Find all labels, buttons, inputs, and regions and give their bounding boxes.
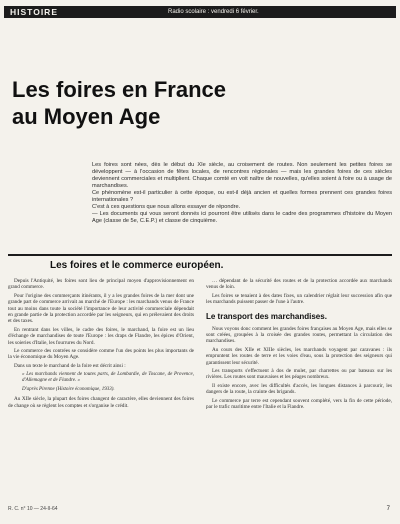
body-paragraph: Au cours des XIIe et XIIIe siècles, les marchands voyagent par caravanes : ils empruntent les routes de terre et les voies d'eau, sous la protection des seigneurs qui garantissent leur sécurité. bbox=[206, 346, 392, 366]
body-paragraph: Le commerce par terre est cependant souvent complété, vers la fin de cette période, par le trafic maritime entre l'Italie et la Flandre. bbox=[206, 397, 392, 411]
section-header-band bbox=[4, 6, 396, 18]
intro-text bbox=[92, 162, 392, 225]
body-paragraph: Le commerce des contrées se considère comme l'un des points les plus importants de la vie économique du Moyen Age. bbox=[8, 348, 194, 361]
section-divider bbox=[8, 254, 392, 256]
body-paragraph: Pour l'origine des commerçants itinérants, il y a les grandes foires de la mer dont une grande part de commerce arrivait au marché de l'Europe : les marchands venus de France tout au moins dans toute la société l'importance de leur activité commerciale dépendait en grande partie de la protection accordée par les seigneurs, qui en prélevaient des droits et des taxes. bbox=[8, 292, 194, 325]
body-paragraph: En rentrant dans les villes, le cadre des foires, le marchand, la foire est un lieu d'échange de marchandises de toute l'Europe : les draps de Flandre, les épices d'Orient, les soieries d'Italie, les fourrures du Nord. bbox=[8, 326, 194, 346]
body-paragraph: Les foires se tenaient à des dates fixes, un calendrier réglait leur succession afin que les marchands puissent passer de l'une à l'autre. bbox=[206, 292, 392, 306]
right-column bbox=[206, 278, 392, 413]
body-paragraph: Au XIIe siècle, la plupart des foires changent de caractère, elles deviennent des foires de change où se règlent les comptes et s'organise le crédit. bbox=[8, 396, 194, 409]
left-column bbox=[8, 278, 194, 411]
broadcast-info: Radio scolaire : vendredi 6 février. bbox=[164, 6, 263, 18]
body-paragraph: Nous voyons donc comment les grandes foires françaises au Moyen Age, mais elles se sont créées, groupées à la croisée des grandes routes, permettant la circulation des marchandises. bbox=[206, 325, 392, 345]
title-line-2: au Moyen Age bbox=[12, 104, 161, 129]
page-title bbox=[12, 76, 332, 130]
footer-code: R. C. n° 10 — 24-II-64 bbox=[8, 506, 58, 512]
body-paragraph: Dans un texte le marchand de la foire est décrit ainsi : bbox=[14, 362, 126, 369]
title-line-1: Les foires en France bbox=[12, 77, 226, 102]
body-paragraph: Il existe encore, avec les difficultés d'accès, les longues distances à parcourir, les dangers de la route, la crainte des brigands. bbox=[206, 382, 392, 396]
quotation: « Les marchands viennent de toutes parts, de Lombardie, de Toscane, de Provence, d'Allemagne et de Flandre. » bbox=[22, 372, 194, 384]
body-paragraph: … dépendant de la sécurité des routes et de la protection accordée aux marchands venus de loin. bbox=[206, 278, 392, 291]
body-paragraph: Les transports s'effectuent à dos de mulet, par charrettes ou par bateaux sur les rivières. Les routes sont mauvaises et les péages nombreux. bbox=[206, 368, 392, 381]
intro-paragraph: — Les documents qui vous seront donnés ici pourront être utilisés dans le cadre des programmes d'histoire du Moyen Age (classe de 5e, C.E.P.) et classe de cinquième. bbox=[92, 211, 392, 224]
section-heading: Les foires et le commerce européen. bbox=[50, 260, 224, 271]
body-paragraph: Depuis l'Antiquité, les foires sont lieu de principal moyen d'approvisionnement en grand commerce. bbox=[8, 278, 194, 291]
intro-paragraph: Ce phénomène est-il particulier à cette époque, ou est-il déjà ancien et quelles formes prennent ces grandes foires internationales ? bbox=[92, 190, 392, 203]
column-subheading: Le transport des marchandises. bbox=[206, 311, 327, 321]
intro-paragraph: C'est à ces questions que nous allons essayer de répondre. bbox=[92, 204, 241, 210]
section-label: HISTOIRE bbox=[10, 7, 58, 17]
page-number: 7 bbox=[386, 506, 390, 512]
quotation-source: D'après Pirenne (Histoire économique, 1933). bbox=[22, 387, 115, 393]
intro-paragraph: Les foires sont nées, dès le début du XIe siècle, au croisement de routes. Non seulement les petites foires se développent — à l'occasion de fêtes locales, de rencontres régionales — mais les grandes foires de ces siècles deviennent commerciales et multiplient. Chaque comté en voit naître de nouvelles, qu'elles soient à foire ou à usage de marchandises. bbox=[92, 162, 392, 189]
